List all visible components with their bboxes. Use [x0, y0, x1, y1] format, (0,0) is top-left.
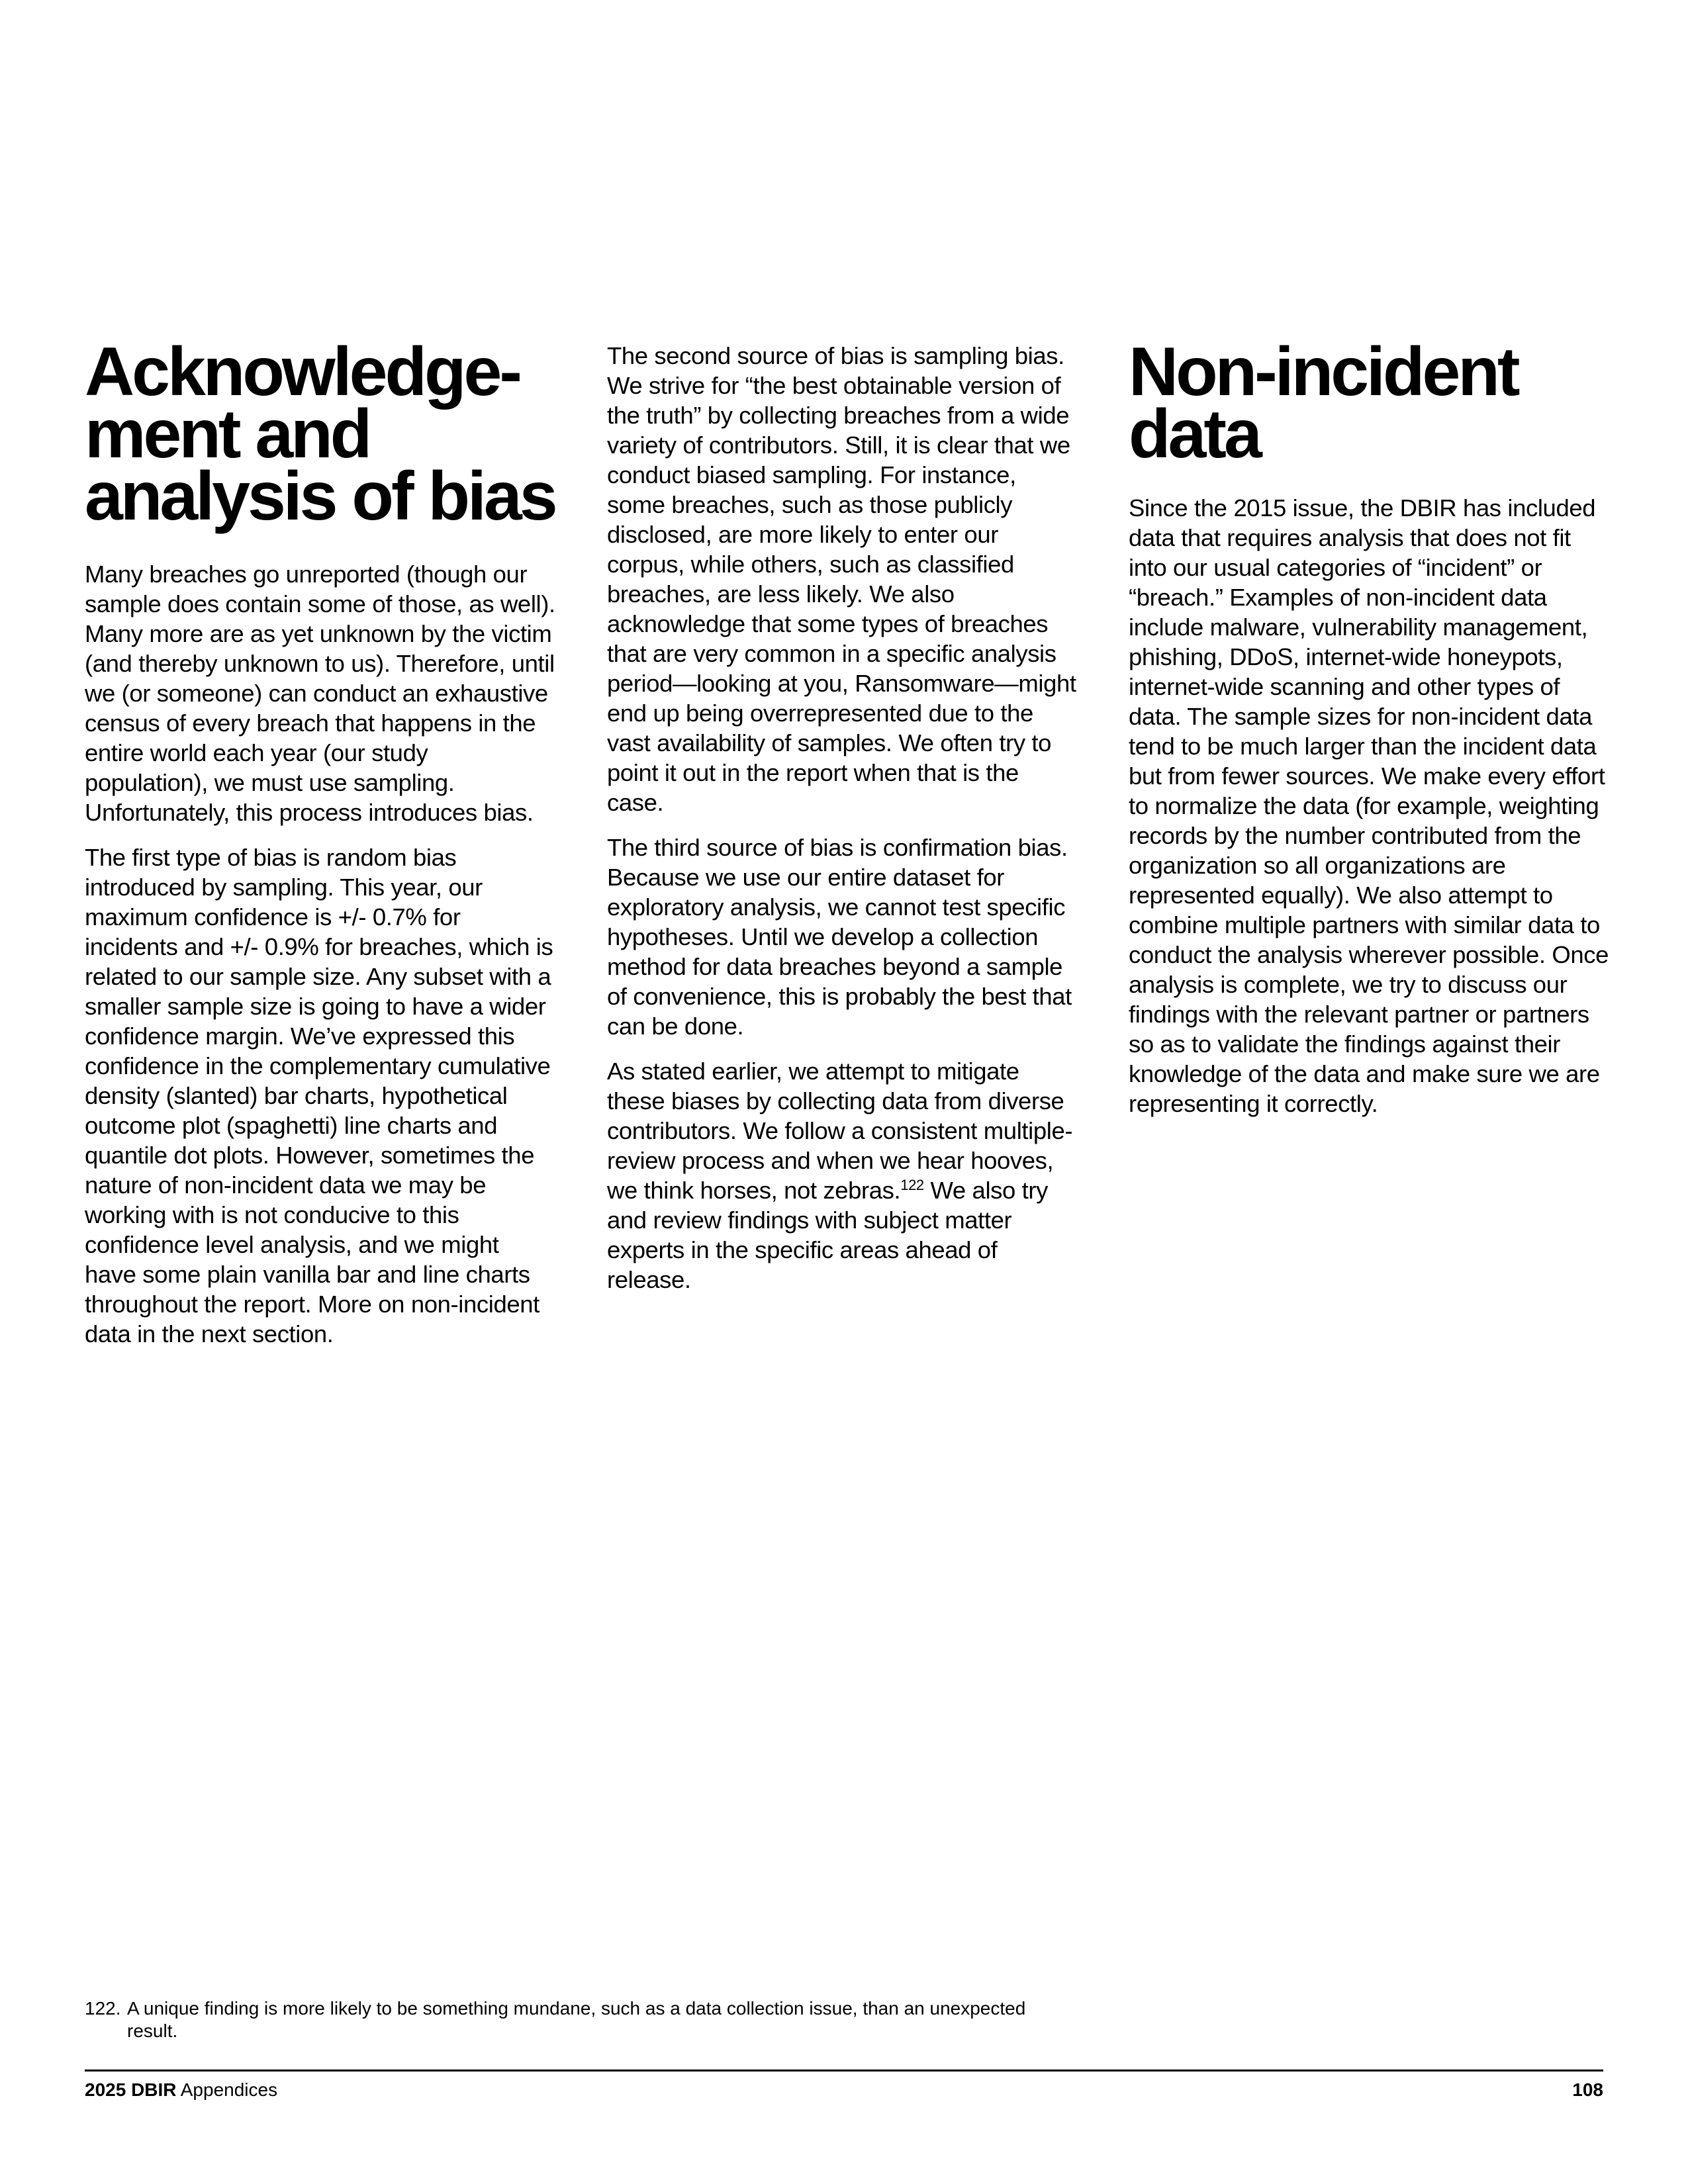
- footnote-reference: 122: [900, 1176, 924, 1193]
- right-column: [1129, 334, 1612, 1134]
- heading-line: data: [1129, 396, 1260, 473]
- heading-line: Acknowledge-: [85, 334, 520, 410]
- heading-line: Non-incident: [1129, 334, 1518, 410]
- body-paragraph: The second source of bias is sampling bias. We strive for “the best obtainable version of the truth” by collecting breaches from a wide variety of contributors. Still, it is clear that we conduct biased sampling. For instance, some breaches, such as those publicly disclosed, are more likely to enter our corpus, while others, such as classified breaches, are less likely. We also acknowledge that some types of breaches that are very common in a specific analysis period—looking at you, Ransomware—might end up being overrepresented due to the vast availability of samples. We often try to point it out in the report when that is the case.: [607, 342, 1076, 816]
- section-name: Appendices: [180, 2079, 278, 2100]
- section-heading-bias: [85, 334, 556, 535]
- footnote: [85, 1997, 1078, 2042]
- footnote-text: A unique finding is more likely to be something mundane, such as a data collection issue, than an unexpected result.: [127, 1998, 1026, 2041]
- paragraph-text: We also try and review findings with subject matter experts in the specific areas ahead of release.: [607, 1177, 1048, 1293]
- body-paragraph: [607, 1056, 1078, 1295]
- middle-column: [607, 341, 1078, 1310]
- page-number: 108: [1572, 2079, 1603, 2100]
- body-paragraph: The third source of bias is confirmation bias. Because we use our entire dataset for exploratory analysis, we cannot test specific hypotheses. Until we develop a collection method for data breaches beyond a sample of convenience, this is probably the best that can be done.: [607, 834, 1072, 1040]
- paragraph-text: As stated earlier, we attempt to mitigate these biases by collecting data from diverse contributors. We follow a consistent multiple-review process and when we hear hooves, we think horses, not zebras.: [607, 1058, 1073, 1204]
- footnote-number: 122.: [85, 1998, 121, 2019]
- footer-title: [85, 2079, 277, 2101]
- section-heading-non-incident: [1129, 334, 1612, 473]
- body-paragraph: Many breaches go unreported (though our sample does contain some of those, as well). Many more are as yet unknown by the victim (and thereby unknown to us). Therefore, until we (or someone) can conduct an exhaustive census of every breach that happens in the entire world each year (our study population), we must use sampling. Unfortunately, this process introduces bias.: [85, 561, 555, 826]
- footer-divider: [85, 2070, 1603, 2071]
- heading-line: ment and: [85, 396, 370, 473]
- left-column: [85, 334, 556, 1364]
- body-paragraph: Since the 2015 issue, the DBIR has included data that requires analysis that does not fit into our usual categories of “incident” or “breach.” Examples of non-incident data include malware, vulnerability management, phishing, DDoS, internet-wide honeypots, internet-wide scanning and other types of data. The sample sizes for non-incident data tend to be much larger than the incident data but from fewer sources. We make every effort to normalize the data (for example, weighting records by the number contributed from the organization so all organizations are represented equally). We also attempt to combine multiple partners with similar data to conduct the analysis wherever possible. Once analysis is complete, we try to discuss our findings with the relevant partner or partners so as to validate the findings against their knowledge of the data and make sure we are representing it correctly.: [1129, 494, 1609, 1117]
- report-name: 2025 DBIR: [85, 2079, 177, 2100]
- body-paragraph: The first type of bias is random bias introduced by sampling. This year, our maximum confidence is +/- 0.7% for incidents and +/- 0.9% for breaches, which is related to our sample size. Any subset with a smaller sample size is going to have a wider confidence margin. We’ve expressed this confidence in the complementary cumulative density (slanted) bar charts, hypothetical outcome plot (spaghetti) line charts and quantile dot plots. However, sometimes the nature of non-incident data we may be working with is not conducive to this confidence level analysis, and we might have some plain vanilla bar and line charts throughout the report. More on non-incident data in the next section.: [85, 844, 553, 1347]
- heading-line: analysis of bias: [85, 458, 555, 535]
